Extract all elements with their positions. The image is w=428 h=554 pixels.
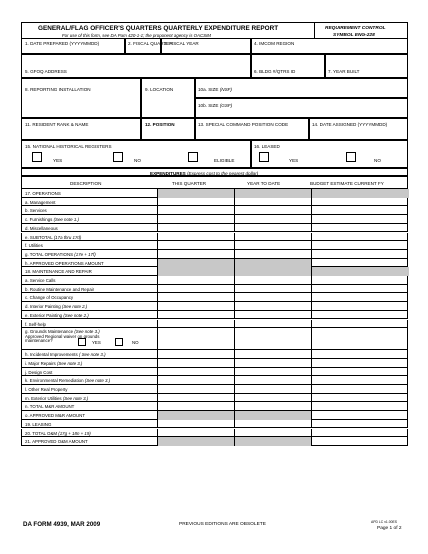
table-row	[21, 233, 408, 242]
budget-estimate-cell[interactable]	[311, 259, 409, 268]
row-label: a. Service Calls	[25, 278, 56, 283]
size-gsf-unit: (GSF)	[219, 103, 233, 108]
table-row	[21, 385, 408, 394]
row-description	[25, 413, 85, 418]
col-this-quarter: THIS QUARTER	[172, 181, 207, 186]
row-label: c. Furnishings	[25, 217, 54, 223]
row-note: (See note 2.)	[61, 304, 88, 310]
this-quarter-cell	[157, 267, 234, 276]
size-nsf-field[interactable]	[195, 78, 408, 98]
this-quarter-cell[interactable]	[157, 302, 234, 311]
row-label: i. Major Repairs	[25, 360, 57, 366]
grounds-waiver-question-cont: maintenance?	[25, 338, 53, 344]
this-quarter-cell[interactable]	[157, 420, 234, 429]
budget-estimate-cell	[311, 189, 409, 198]
this-quarter-cell[interactable]	[157, 293, 234, 302]
budget-estimate-cell[interactable]	[311, 420, 409, 429]
location-label: 9. LOCATION	[145, 87, 174, 92]
year-to-date-cell[interactable]	[234, 250, 311, 259]
row-label: m. Exterior Utilities	[25, 395, 63, 401]
budget-estimate-cell[interactable]	[311, 233, 409, 242]
fiscal-quarter-field[interactable]	[125, 38, 173, 54]
row-description	[25, 431, 91, 436]
row-label: h. Incidental Improvements	[25, 352, 79, 358]
grounds-waiver-no-checkbox[interactable]	[115, 338, 123, 346]
row-label: f. Self-help	[25, 321, 46, 327]
year-to-date-cell[interactable]	[234, 420, 311, 429]
row-label: 19. LEASING	[25, 421, 52, 427]
budget-estimate-cell[interactable]	[311, 241, 409, 250]
this-quarter-cell[interactable]	[157, 241, 234, 250]
nhr-eligible-checkbox[interactable]	[188, 152, 198, 162]
apd-version: APD LC v1.00ES	[371, 520, 398, 524]
this-quarter-cell[interactable]	[157, 198, 234, 207]
table-row	[21, 250, 408, 259]
row-label: e. SUBTOTAL	[25, 234, 54, 240]
table-row	[21, 259, 408, 268]
national-historical-registers-label: 15. NATIONAL HISTORICAL REGISTERS	[25, 144, 112, 149]
budget-estimate-cell[interactable]	[311, 320, 409, 329]
year-to-date-cell[interactable]	[234, 429, 311, 438]
row-description	[25, 378, 110, 383]
position-field[interactable]	[141, 118, 195, 140]
row-description	[25, 322, 46, 327]
row-note: (17a thru 17d)	[53, 234, 82, 240]
table-row	[21, 215, 408, 224]
this-quarter-cell[interactable]	[157, 250, 234, 259]
budget-estimate-cell[interactable]	[311, 293, 409, 302]
page-number: Page 1 of 2	[377, 526, 402, 531]
row-label: a. Management	[25, 199, 56, 205]
year-to-date-cell[interactable]	[234, 328, 311, 350]
date-prepared-label: 1. DATE PREPARED (YYYYMMDD)	[25, 41, 100, 46]
imcom-region-label: 4. IMCOM REGION	[254, 41, 295, 46]
this-quarter-cell[interactable]	[157, 368, 234, 377]
row-label: 20. TOTAL O&M	[25, 430, 59, 436]
nhr-yes-checkbox[interactable]	[32, 152, 42, 162]
table-row	[21, 359, 408, 368]
row-label: b. Services	[25, 208, 47, 214]
this-quarter-cell[interactable]	[157, 224, 234, 233]
obsolete-notice: PREVIOUS EDITIONS ARE OBSOLETE	[179, 522, 266, 527]
row-label: e. Exterior Painting	[25, 312, 64, 318]
year-to-date-cell[interactable]	[234, 376, 311, 385]
budget-estimate-cell[interactable]	[311, 376, 409, 385]
year-to-date-cell	[234, 411, 311, 420]
year-to-date-cell[interactable]	[234, 368, 311, 377]
budget-estimate-cell[interactable]	[311, 198, 409, 207]
year-to-date-cell[interactable]	[234, 215, 311, 224]
year-to-date-cell[interactable]	[234, 302, 311, 311]
table-row	[21, 293, 408, 302]
col-year-to-date: YEAR TO DATE	[247, 181, 281, 186]
grounds-waiver-no-label: NO	[132, 340, 139, 346]
gfoq-address-label: 5. GFOQ ADDRESS	[25, 69, 67, 74]
table-row	[21, 437, 408, 446]
this-quarter-cell[interactable]	[157, 429, 234, 438]
row-description	[25, 370, 52, 375]
row-label: o. APPROVED M&R AMOUNT	[25, 413, 86, 419]
row-label: f. Utilities	[25, 243, 43, 249]
this-quarter-cell[interactable]	[157, 402, 234, 411]
date-prepared-field[interactable]	[21, 38, 125, 54]
row-note: (See note 2.)	[63, 312, 89, 318]
row-label: c. Change of Occupancy	[25, 295, 74, 301]
date-assigned-label: 14. DATE ASSIGNED (YYYYMMDD)	[312, 122, 388, 127]
imcom-region-field[interactable]	[251, 38, 408, 54]
year-built-field[interactable]	[325, 54, 408, 78]
this-quarter-cell[interactable]	[157, 376, 234, 385]
form-id: DA FORM 4939, MAR 2009	[23, 521, 101, 528]
leased-no-checkbox[interactable]	[346, 152, 356, 162]
this-quarter-cell	[157, 411, 234, 420]
budget-estimate-cell[interactable]	[311, 311, 409, 320]
table-row	[21, 328, 408, 350]
row-label: j. Design Cost	[25, 369, 53, 375]
row-description	[25, 387, 67, 392]
year-to-date-cell[interactable]	[234, 276, 311, 285]
budget-estimate-cell[interactable]	[311, 402, 409, 411]
row-label: 21. APPROVED O&M AMOUNT	[25, 439, 88, 445]
table-row	[21, 320, 408, 329]
row-description	[25, 396, 88, 401]
budget-estimate-cell[interactable]	[311, 350, 409, 359]
year-to-date-cell[interactable]	[234, 320, 311, 329]
requirement-control-label: REQUIREMENT CONTROL	[325, 26, 386, 31]
location-field[interactable]	[141, 78, 195, 118]
expenditures-heading-text: EXPENDITURES	[150, 170, 186, 176]
year-to-date-cell[interactable]	[234, 350, 311, 359]
fiscal-quarter-label: 2. FISCAL QUARTER	[128, 41, 173, 46]
grounds-waiver-question: Approved Regional waiver on grounds	[25, 333, 100, 339]
this-quarter-cell[interactable]	[157, 385, 234, 394]
row-label: g. TOTAL OPERATIONS	[25, 251, 75, 257]
position-label: 12. POSITION	[145, 122, 175, 127]
budget-estimate-cell[interactable]	[311, 385, 409, 394]
row-description	[25, 226, 58, 231]
date-assigned-field[interactable]	[309, 118, 408, 140]
size-nsf-unit: (NSF)	[219, 87, 232, 92]
row-description	[25, 217, 79, 222]
year-to-date-cell	[234, 189, 311, 198]
this-quarter-cell[interactable]	[157, 206, 234, 215]
row-description	[25, 269, 92, 274]
year-to-date-cell[interactable]	[234, 233, 311, 242]
this-quarter-cell[interactable]	[157, 350, 234, 359]
this-quarter-cell[interactable]	[157, 276, 234, 285]
size-nsf-label	[198, 87, 232, 92]
national-historical-registers-field	[21, 140, 251, 168]
row-note: (See note 3.)	[84, 378, 111, 384]
table-row	[21, 302, 408, 311]
column-header-row	[21, 176, 408, 189]
grounds-waiver-yes-checkbox[interactable]	[78, 338, 86, 346]
year-built-label: 7. YEAR BUILT	[328, 69, 360, 74]
this-quarter-cell	[157, 437, 234, 446]
row-note: (See note 3.)	[56, 360, 83, 366]
form-header	[21, 22, 408, 38]
size-gsf-text: 10b. SIZE	[198, 103, 219, 108]
table-row	[21, 241, 408, 250]
leased-no-label: NO	[374, 158, 381, 163]
row-description	[25, 422, 51, 427]
this-quarter-cell[interactable]	[157, 359, 234, 368]
budget-estimate-cell[interactable]	[311, 328, 409, 350]
row-description	[25, 295, 73, 300]
budget-estimate-cell[interactable]	[311, 302, 409, 311]
year-to-date-cell[interactable]	[234, 241, 311, 250]
budget-estimate-cell[interactable]	[311, 215, 409, 224]
row-description	[25, 352, 106, 357]
gfoq-address-field[interactable]	[21, 54, 251, 78]
year-to-date-cell[interactable]	[234, 285, 311, 294]
expenditure-report-form	[21, 22, 408, 532]
budget-estimate-cell[interactable]	[311, 411, 409, 420]
budget-estimate-cell[interactable]	[311, 285, 409, 294]
expenditures-header	[21, 168, 408, 176]
nhr-no-checkbox[interactable]	[113, 152, 123, 162]
row-description	[25, 287, 94, 292]
resident-rank-name-field[interactable]	[21, 118, 141, 140]
budget-estimate-cell[interactable]	[311, 224, 409, 233]
table-row	[21, 276, 408, 285]
budget-estimate-cell[interactable]	[311, 359, 409, 368]
year-to-date-cell[interactable]	[234, 359, 311, 368]
year-to-date-cell[interactable]	[234, 206, 311, 215]
row-label: b. Routine Maintenance and Repair	[25, 286, 95, 292]
row-description	[25, 191, 61, 196]
row-label: h. APPROVED OPERATIONS AMOUNT	[25, 260, 104, 266]
leased-label: 16. LEASED	[254, 144, 280, 149]
table-row	[21, 368, 408, 377]
row-note: (See note 1.)	[53, 217, 79, 223]
form-title: GENERAL/FLAG OFFICER'S QUARTERS QUARTERLY EXPENDITURE REPORT	[38, 25, 279, 32]
reporting-installation-label: 8. REPORTING INSTALLATION	[25, 87, 91, 92]
table-row	[21, 224, 408, 233]
year-to-date-cell[interactable]	[234, 293, 311, 302]
expenditures-heading-note: (Express cost to the nearest dollar)	[187, 170, 259, 176]
fiscal-year-label: 3. FISCAL YEAR	[164, 41, 199, 46]
grounds-waiver-yes-label: YES	[92, 340, 101, 346]
expenditures-heading	[150, 171, 258, 176]
budget-estimate-cell[interactable]	[311, 206, 409, 215]
row-label: l. Other Real Property	[25, 387, 68, 392]
special-command-code-label: 13. SPECIAL COMMAND POSITION CODE	[198, 122, 289, 127]
row-label: d. Interior Painting	[25, 304, 62, 310]
row-label: k. Environmental Remediation	[25, 378, 85, 384]
table-row	[21, 189, 408, 198]
table-row	[21, 198, 408, 207]
leased-yes-checkbox[interactable]	[259, 152, 269, 162]
table-row	[21, 311, 408, 320]
row-label: g. Grounds Maintenance	[25, 329, 75, 335]
budget-estimate-cell[interactable]	[311, 276, 409, 285]
nhr-eligible-label: ELIGIBLE	[214, 158, 235, 163]
resident-rank-name-label: 11. RESIDENT RANK & NAME	[25, 122, 89, 127]
row-label: 17. OPERATIONS	[25, 191, 61, 196]
row-description	[25, 261, 104, 266]
table-row	[21, 376, 408, 385]
table-row	[21, 402, 408, 411]
row-note: (See note 3.)	[62, 395, 89, 401]
year-to-date-cell	[234, 437, 311, 446]
nhr-no-label: NO	[134, 158, 141, 163]
bldg-qtrs-id-field[interactable]	[251, 54, 325, 78]
size-gsf-field[interactable]	[195, 98, 408, 118]
requirement-symbol-label: SYMBOL ENG-228	[333, 32, 375, 38]
size-gsf-label	[198, 103, 232, 108]
table-row	[21, 411, 408, 420]
row-note: (See note 3.)	[74, 329, 100, 335]
leased-yes-label: YES	[289, 158, 299, 163]
row-description	[25, 304, 87, 309]
year-to-date-cell[interactable]	[234, 402, 311, 411]
table-row	[21, 394, 408, 403]
budget-estimate-cell[interactable]	[311, 250, 409, 259]
row-note: (17e + 17f)	[74, 251, 96, 257]
row-description	[25, 243, 43, 248]
this-quarter-cell[interactable]	[157, 233, 234, 242]
this-quarter-cell[interactable]	[157, 320, 234, 329]
row-note: ( See note 3.)	[78, 352, 106, 358]
row-description	[25, 208, 47, 213]
this-quarter-cell[interactable]	[157, 394, 234, 403]
col-description: DESCRIPTION	[70, 181, 102, 186]
budget-estimate-cell[interactable]	[311, 429, 409, 438]
this-quarter-cell	[157, 189, 234, 198]
row-description	[25, 200, 56, 205]
table-row	[21, 420, 408, 429]
this-quarter-cell[interactable]	[157, 285, 234, 294]
form-subtitle: For use of this form, see DA Pam 420-1-1; the proponent agency is OACSIM	[62, 33, 211, 38]
row-description	[25, 278, 56, 283]
year-to-date-cell	[234, 259, 311, 268]
budget-estimate-cell[interactable]	[311, 394, 409, 403]
this-quarter-cell[interactable]	[157, 328, 234, 350]
row-description	[25, 235, 81, 240]
budget-estimate-cell[interactable]	[311, 368, 409, 377]
row-description	[25, 252, 96, 257]
reporting-installation-field[interactable]	[21, 78, 141, 118]
row-description	[25, 439, 88, 444]
year-to-date-cell[interactable]	[234, 224, 311, 233]
budget-estimate-cell	[311, 267, 409, 276]
size-nsf-text: 10a. SIZE	[198, 87, 219, 92]
row-description	[25, 404, 74, 409]
year-to-date-cell[interactable]	[234, 394, 311, 403]
table-row	[21, 429, 408, 438]
row-label: n. TOTAL M&R AMOUNT	[25, 404, 75, 410]
fiscal-year-field[interactable]	[161, 38, 251, 54]
row-description	[25, 313, 89, 318]
table-row	[21, 267, 408, 276]
special-command-code-field[interactable]	[195, 118, 309, 140]
bldg-qtrs-id-label: 6. BLDG #/QTRS ID	[254, 69, 296, 74]
year-to-date-cell[interactable]	[234, 311, 311, 320]
this-quarter-cell[interactable]	[157, 215, 234, 224]
table-row	[21, 350, 408, 359]
this-quarter-cell	[157, 259, 234, 268]
table-row	[21, 206, 408, 215]
col-budget-estimate: BUDGET ESTIMATE CURRENT FY	[310, 181, 384, 186]
header-divider	[314, 23, 315, 39]
year-to-date-cell[interactable]	[234, 385, 311, 394]
leased-field	[251, 140, 408, 168]
this-quarter-cell[interactable]	[157, 311, 234, 320]
budget-estimate-cell[interactable]	[311, 437, 409, 446]
table-row	[21, 285, 408, 294]
row-description	[25, 361, 82, 366]
year-to-date-cell[interactable]	[234, 198, 311, 207]
nhr-yes-label: YES	[53, 158, 63, 163]
row-note: (17g + 18n + 19)	[58, 430, 91, 436]
row-label: 18. MAINTENANCE AND REPAIR	[25, 269, 92, 275]
row-label: d. Miscellaneous	[25, 225, 58, 231]
year-to-date-cell	[234, 267, 311, 276]
